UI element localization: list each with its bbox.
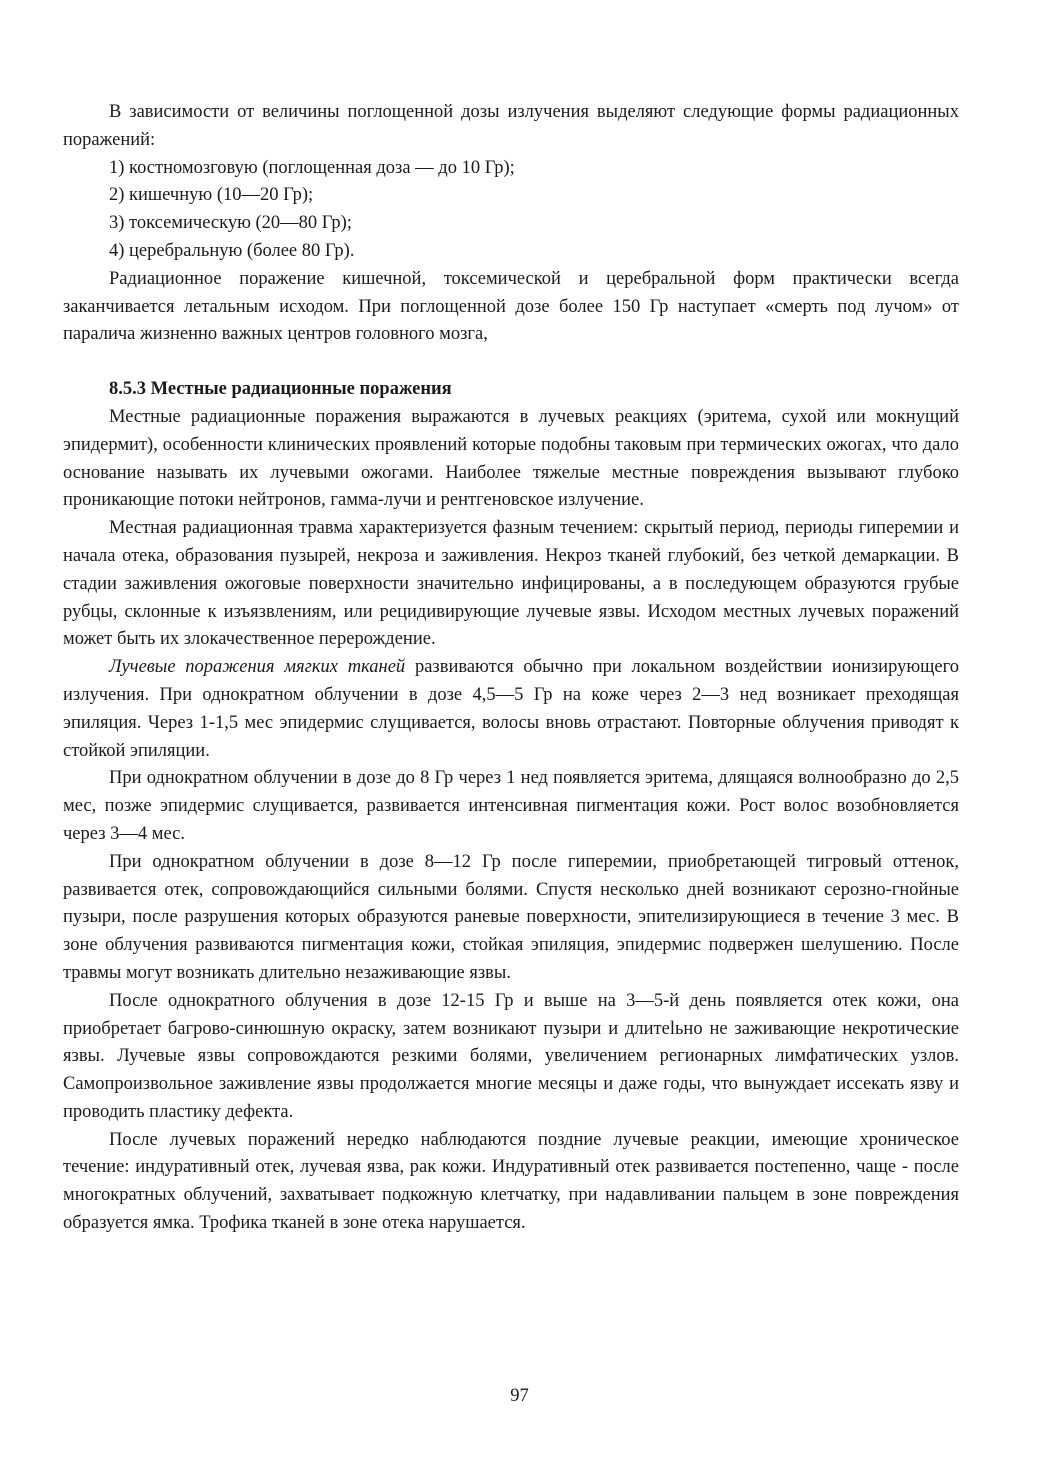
soft-tissue-text: развиваются обычно при локальном воздействии ионизирующего излучения. При однократном облучении в дозе 4,5—5 Гр на коже через 2—3 нед возникает преходящая эпиляция. Через 1-1,5 мес эпидермис слущивается, волосы вновь отрастают. Повторные облучения приводят к стойкой эпиляции.	[63, 657, 959, 761]
list-item: 2) кишечную (10—20 Гр);	[109, 185, 314, 206]
late-reactions-paragraph: После лучевых поражений нередко наблюдаются поздние лучевые реакции, имеющие хроническое течение: индуративный отек, лучевая язва, рак кожи. Индуративный отек развивается постепенно, чаще - после многократных облучений, захватывает подкожную клетчатку, при надавливании пальцем в зоне повреждения образуется ямка. Трофика тканей в зоне отека нарушается.	[63, 1129, 959, 1234]
lethal-outcome-paragraph: Радиационное поражение кишечной, токсемической и церебральной форм практически всегда заканчивается летальным исходом. При поглощенной дозе более 150 Гр наступает «смерть под лучом» от паралича жизненно важных центров головного мозга,	[63, 268, 959, 345]
soft-tissue-term: Лучевые поражения мягких тканей	[109, 657, 406, 678]
page-content	[63, 99, 959, 1238]
dose-8gy-paragraph: При однократном облучении в дозе до 8 Гр через 1 нед появляется эритема, длящаяся волнообразно до 2,5 мес, позже эпидермис слущивается, развивается интенсивная пигментация кожи. Рост волос возобновляется через 3—4 мес.	[63, 768, 959, 844]
section-heading: 8.5.3 Местные радиационные поражения	[109, 379, 452, 400]
dose-12-15gy-paragraph: После однократного облучения в дозе 12-15 Гр и выше на 3—5-й день появляется отек кожи, она приобретает багрово-синюшную окраску, затем возникают пузыри и длитеlьно не заживающие некротические язвы. Лучевые язвы сопровождаются резкими болями, увеличением регионарных лимфатических узлов. Самопроизвольное заживление язвы продолжается многие месяцы и даже годы, что вынуждает иссекать язву и проводить пластику дефекта.	[63, 990, 959, 1122]
local-trauma-paragraph: Местная радиационная травма характеризуется фазным течением: скрытый период, периоды гиперемии и начала отека, образования пузырей, некроза и заживления. Некроз тканей глубокий, без четкой демаркации. В стадии заживления ожоговые поверхности значительно инфицированы, а в последующем образуются грубые рубцы, склонные к изъязвлениям, или рецидивирующие лучевые язвы. Исходом местных лучевых поражений может быть их злокачественное перерождение.	[63, 518, 959, 650]
dose-8-12gy-paragraph: При однократном облучении в дозе 8—12 Гр после гиперемии, приобретающей тигровый оттенок, развивается отек, сопровождающийся сильными болями. Спустя несколько дней возникают серозно-гнойные пузыри, после разрушения которых образуются раневые поверхности, эпителизирующиеся в течение 3 мес. В зоне облучения развиваются пигментация кожи, стойкая эпиляция, эпидермис подвержен шелушению. После травмы могут возникать длительно незаживающие язвы.	[63, 851, 959, 983]
soft-tissue-paragraph	[63, 654, 959, 765]
local-injuries-paragraph: Местные радиационные поражения выражаются в лучевых реакциях (эритема, сухой или мокнущий эпидермит), особенности клинических проявлений которые подобны таковым при термических ожогах, что дало основание называть их лучевыми ожогами. Наиболее тяжелые местные повреждения вызывают глубоко проникающие потоки нейтронов, гамма-лучи и рентгеновское излучение.	[63, 406, 959, 511]
page-number: 97	[510, 1386, 529, 1406]
list-item: 1) костномозговую (поглощенная доза — до 10 Гр);	[109, 157, 515, 178]
list-item: 4) церебральную (более 80 Гр).	[109, 240, 355, 261]
intro-paragraph: В зависимости от величины поглощенной дозы излучения выделяют следующие формы радиационных поражений:	[63, 102, 959, 150]
list-item: 3) токсемическую (20—80 Гр);	[109, 213, 352, 234]
